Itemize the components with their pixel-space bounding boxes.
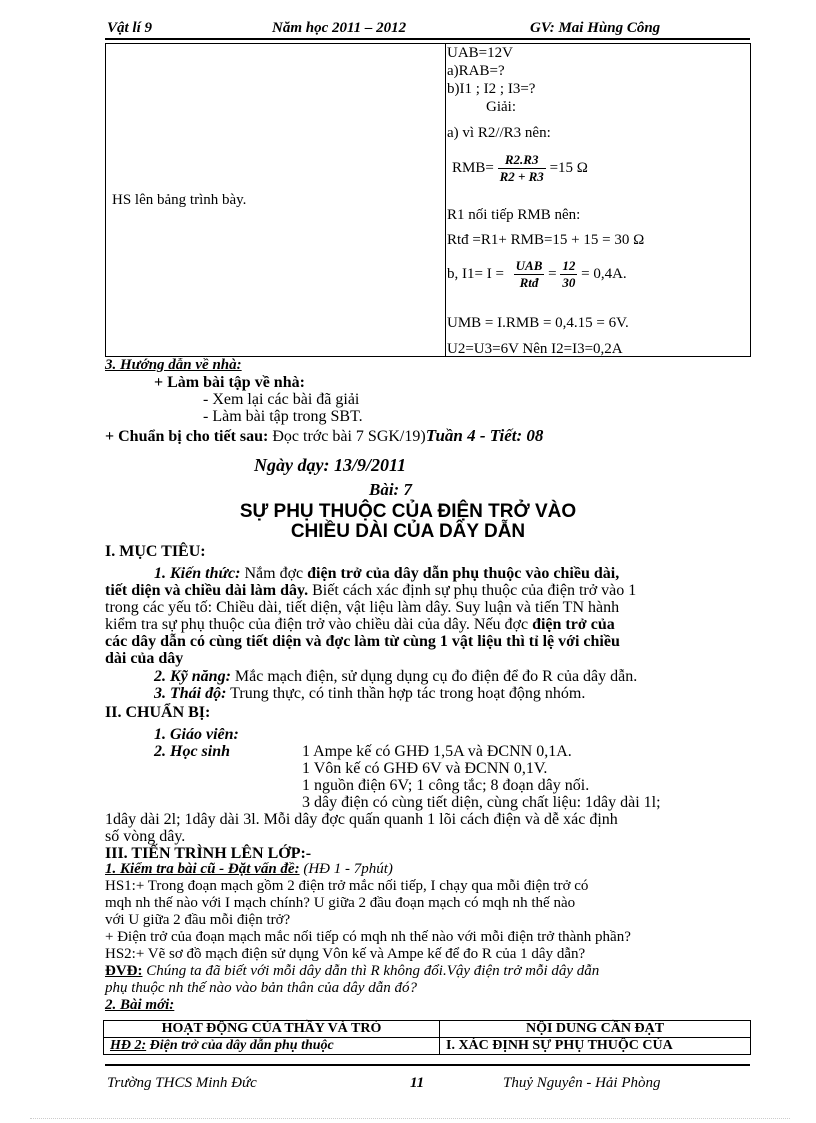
prep-heading: II. CHUẨN BỊ: <box>105 704 211 721</box>
attitude-label: 3. Thái độ: <box>154 685 227 702</box>
activity-header-1: HOẠT ĐỘNG CỦA THẦY VÀ TRÒ <box>104 1021 440 1038</box>
knowledge-4b: điện trở của <box>532 616 615 633</box>
knowledge-2b: Biết cách xác định sự phụ thuộc của điện trở vào 1 <box>308 582 637 599</box>
hs1-line-1: HS1:+ Trong đoạn mạch gồm 2 điện trở mắc nối tiếp, I chạy qua mỗi điện trở có <box>105 878 589 894</box>
line-a-intro: a) vì R2//R3 nên: <box>447 125 551 141</box>
dvd-line-2: phụ thuộc nh thế nào vào bản thân của dây dẫn đó? <box>105 980 418 996</box>
prep-label: + Chuẩn bị cho tiết sau: <box>105 428 269 445</box>
process-sub2: 2. Bài mới: <box>105 997 175 1013</box>
formula-rmb <box>452 152 588 185</box>
prep-student: 2. Học sinh <box>154 743 231 760</box>
current-num-2: 12 <box>562 258 576 273</box>
skill-text: Mắc mạch điện, sử dụng dụng cụ đo điện để đo R của dây dẫn. <box>230 668 638 685</box>
prep-item-1: 1 Ampe kế có GHĐ 1,5A và ĐCNN 0,1A. <box>302 743 572 760</box>
content-row-1: I. XÁC ĐỊNH SỰ PHỤ THUỘC CỦA <box>440 1038 751 1055</box>
prep-text: Đọc trớc bài 7 SGK/19) <box>268 428 426 445</box>
prep-item-3: 1 nguồn điện 6V; 1 công tắc; 8 đoạn dây nối. <box>302 777 590 794</box>
knowledge-line-2 <box>105 582 636 600</box>
activity-text: Điện trở của dây dẫn phụ thuộc <box>146 1038 334 1053</box>
footer-school: Trường THCS Minh Đức <box>107 1075 257 1091</box>
week-label: Tuần 4 - Tiết: 08 <box>425 426 544 445</box>
process-heading: III. TIẾN TRÌNH LÊN LỚP:- <box>105 845 312 862</box>
current-num-1: UAB <box>515 258 543 273</box>
knowledge-line-4 <box>105 616 615 634</box>
solution-table <box>105 43 751 357</box>
knowledge-line-6: dài của dây <box>105 650 184 667</box>
line-umb: UMB = I.RMB = 0,4.15 = 6V. <box>447 315 629 331</box>
line-u2: U2=U3=6V Nên I2=I3=0,2A <box>447 341 623 357</box>
knowledge-line-1 <box>154 565 619 583</box>
lesson-title-2: CHIỀU DÀI CỦA DÂY DẪN <box>290 521 526 542</box>
objectives-heading: I. MỤC TIÊU: <box>105 543 206 560</box>
current-den-1: Rtđ <box>519 275 539 290</box>
rmb-denominator: R2 + R3 <box>499 169 544 184</box>
rmb-numerator: R2.R3 <box>498 152 546 169</box>
rmb-fraction <box>498 152 546 185</box>
process-sub1 <box>105 861 393 878</box>
current-fraction-2 <box>560 258 577 291</box>
line-uab: UAB=12V <box>447 45 513 61</box>
hs2-line: HS2:+ Vẽ sơ đồ mạch điện sử dụng Vôn kế và Ampe kế để đo R của 1 dây dẫn? <box>105 946 586 962</box>
lesson-number: Bài: 7 <box>369 480 412 499</box>
skill-line <box>154 668 637 686</box>
lesson-title-1: SỰ PHỤ THUỘC CỦA ĐIỆN TRỞ VÀO <box>239 501 577 522</box>
footer-place: Thuỷ Nguyên - Hải Phòng <box>503 1075 661 1091</box>
current-fraction-1 <box>514 258 545 291</box>
line-giai: Giải: <box>486 99 516 115</box>
prep-item-6: số vòng dây. <box>105 828 186 845</box>
hw-label: + Làm bài tập về nhà: <box>154 374 305 391</box>
process-sub1-time: (HĐ 1 - 7phút) <box>299 861 393 877</box>
rmb-lhs: RMB= <box>452 160 494 176</box>
hw-item-2: - Làm bài tập trong SBT. <box>203 408 363 425</box>
line-qa: a)RAB=? <box>447 63 505 79</box>
knowledge-line-5: các dây dẫn có cùng tiết diện và đợc làm từ cùng 1 vật liệu thì tỉ lệ với chiều <box>105 633 620 650</box>
header-rule <box>105 38 750 40</box>
prep-teacher: 1. Giáo viên: <box>154 726 239 743</box>
skill-label: 2. Kỹ năng: <box>154 668 231 685</box>
rmb-rhs: =15 Ω <box>549 160 588 176</box>
line-qb: b)I1 ; I2 ; I3=? <box>447 81 536 97</box>
prep-item-5: 1dây dài 2l; 1dây dài 3l. Mỗi dây đợc quấn quanh 1 lõi cách điện và dễ xác định <box>105 811 618 828</box>
formula-current <box>447 258 627 291</box>
activity-table <box>103 1020 751 1055</box>
prep-line <box>105 426 543 446</box>
line-rtd: Rtđ =R1+ RMB=15 + 15 = 30 Ω <box>447 232 645 248</box>
prep-item-2: 1 Vôn kế có GHĐ 6V và ĐCNN 0,1V. <box>302 760 548 777</box>
knowledge-2a: tiết diện và chiều dài làm dây. <box>105 582 309 599</box>
current-den-2: 30 <box>562 275 576 290</box>
current-rhs: = 0,4A. <box>581 266 627 282</box>
hs1-line-4: + Điện trở của đoạn mạch mắc nối tiếp có mqh nh thế nào với mỗi điện trở thành phần? <box>105 929 631 945</box>
attitude-text: Trung thực, có tinh thần hợp tác trong hoạt động nhóm. <box>226 685 586 702</box>
line-series: R1 nối tiếp RMB nên: <box>447 207 581 223</box>
prep-item-4: 3 dây điện có cùng tiết diện, cùng chất liệu: 1dây dài 1l; <box>302 794 661 811</box>
header-year: Năm học 2011 – 2012 <box>272 20 407 36</box>
knowledge-1b: điện trở của dây dẫn phụ thuộc vào chiều dài, <box>307 565 620 582</box>
dvd-line-1 <box>105 963 599 980</box>
footer-rule <box>105 1064 750 1066</box>
hs1-line-2: mqh nh thế nào với I mạch chính? U giữa 2 đầu đoạn mạch có mqh nh thế nào <box>105 895 576 911</box>
dvd-label: ĐVĐ: <box>105 963 143 979</box>
equals-sign: = <box>548 266 557 282</box>
activity-label: HĐ 2: <box>110 1038 147 1053</box>
footer-page: 11 <box>410 1075 425 1091</box>
header-teacher: GV: Mai Hùng Công <box>530 20 661 36</box>
hs1-line-3: với U giữa 2 đầu mỗi điện trở? <box>105 912 291 928</box>
knowledge-1a: Nắm đợc <box>240 565 308 582</box>
knowledge-4a: kiểm tra sự phụ thuộc của điện trở vào chiều dài của dây. Nếu đợc <box>105 616 533 633</box>
page-edge <box>30 1118 790 1119</box>
header-subject: Vật lí 9 <box>107 20 153 36</box>
solution-left-cell <box>106 44 446 357</box>
dvd-text-1: Chúng ta đã biết với mỗi dây dẫn thì R không đổi.Vậy điện trở mỗi dây dẫn <box>142 963 600 979</box>
knowledge-label: 1. Kiến thức: <box>154 565 241 582</box>
current-lhs: b, I1= I = <box>447 266 504 282</box>
lesson-date: Ngày dạy: 13/9/2011 <box>254 455 406 475</box>
attitude-line <box>154 685 585 703</box>
activity-header-2: NỘI DUNG CẦN ĐẠT <box>440 1021 751 1038</box>
process-sub1-label: 1. Kiểm tra bài cũ - Đặt vấn đề: <box>105 861 300 877</box>
section3-title: 3. Hướng dẫn về nhà: <box>105 357 242 373</box>
solution-left-text: HS lên bảng trình bày. <box>112 191 247 208</box>
hw-item-1: - Xem lại các bài đã giải <box>203 391 360 408</box>
knowledge-line-3: trong các yếu tố: Chiều dài, tiết diện, vật liệu làm dây. Suy luận và tiến TN hành <box>105 599 620 616</box>
activity-row-1 <box>104 1038 440 1055</box>
